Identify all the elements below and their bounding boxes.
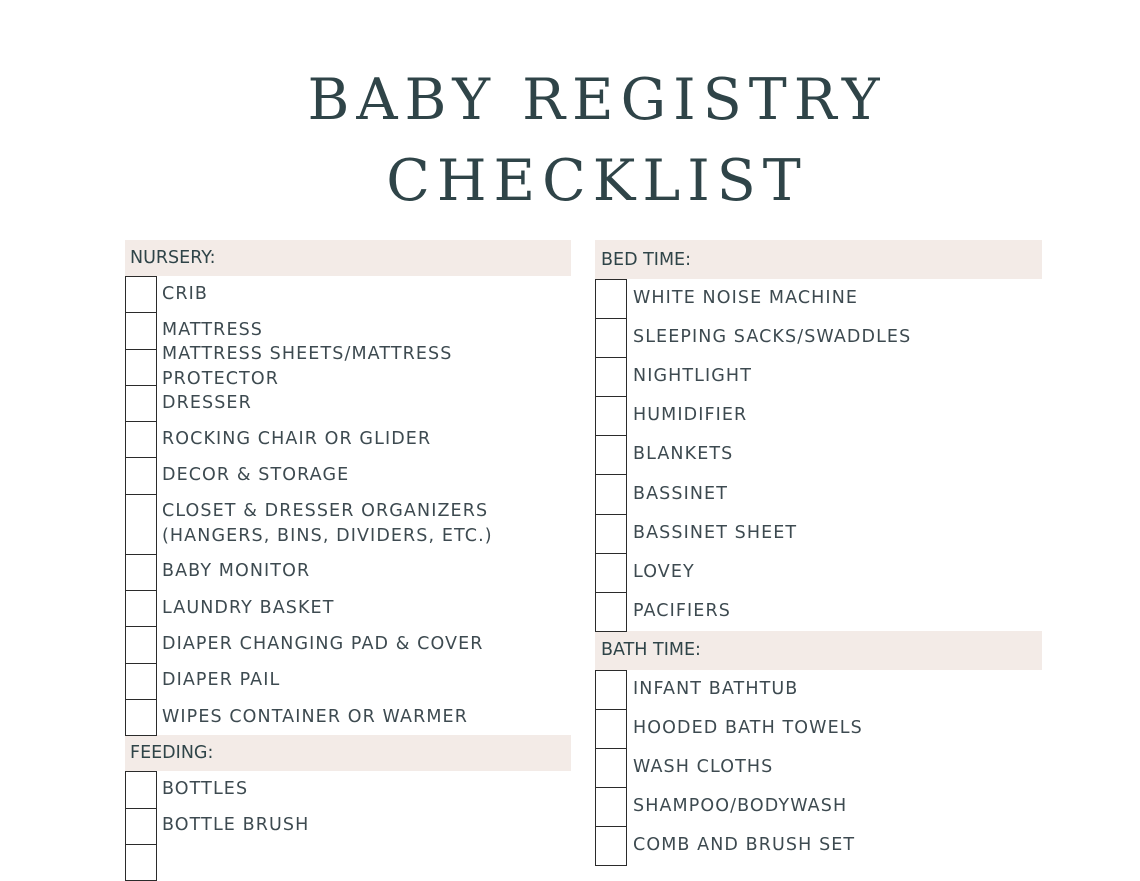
checklist-item bbox=[595, 826, 1042, 865]
item-label: BASSINET SHEET bbox=[633, 522, 798, 543]
checkbox[interactable] bbox=[125, 663, 157, 700]
checklist-item bbox=[595, 592, 1042, 631]
checkbox[interactable] bbox=[595, 435, 627, 475]
item-label: WIPES CONTAINER OR WARMER bbox=[162, 706, 468, 727]
item-label: WHITE NOISE MACHINE bbox=[633, 288, 859, 309]
checkbox[interactable] bbox=[125, 494, 157, 555]
checklist-item bbox=[125, 808, 571, 844]
item-label: BASSINET bbox=[633, 483, 728, 504]
checkbox[interactable] bbox=[595, 474, 627, 514]
checklist-item bbox=[125, 343, 571, 389]
item-label: PACIFIERS bbox=[633, 600, 731, 621]
item-label: LAUNDRY BASKET bbox=[162, 597, 335, 618]
item-label: COMB AND BRUSH SET bbox=[633, 835, 856, 856]
checkbox[interactable] bbox=[125, 771, 157, 808]
item-label: BOTTLES bbox=[162, 778, 249, 799]
item-label: MATTRESS bbox=[162, 319, 264, 340]
item-label: NIGHTLIGHT bbox=[633, 366, 752, 387]
checkbox[interactable] bbox=[595, 670, 627, 710]
item-label: MATTRESS SHEETS/MATTRESS PROTECTOR bbox=[162, 343, 453, 389]
checklist-item bbox=[125, 421, 571, 457]
item-label: ROCKING CHAIR OR GLIDER bbox=[162, 428, 432, 449]
checklist-item bbox=[125, 771, 571, 807]
checklist-item bbox=[595, 357, 1042, 396]
item-label: WASH CLOTHS bbox=[633, 757, 774, 778]
checkbox[interactable] bbox=[595, 279, 627, 319]
checkbox[interactable] bbox=[125, 699, 157, 736]
checkbox[interactable] bbox=[125, 421, 157, 458]
checkbox[interactable] bbox=[595, 826, 627, 866]
item-label: BABY MONITOR bbox=[162, 561, 311, 582]
item-label: INFANT BATHTUB bbox=[633, 678, 799, 699]
checklist-item bbox=[125, 590, 571, 626]
checklist-item bbox=[125, 554, 571, 590]
checkbox[interactable] bbox=[125, 554, 157, 591]
item-label: CLOSET & DRESSER ORGANIZERS (HANGERS, BINS, DIVIDERS, ETC.) bbox=[162, 500, 493, 546]
item-label: DECOR & STORAGE bbox=[162, 465, 350, 486]
item-label: HUMIDIFIER bbox=[633, 405, 748, 426]
item-label: SHAMPOO/BODYWASH bbox=[633, 796, 848, 817]
checklist-item bbox=[595, 279, 1042, 318]
checkbox[interactable] bbox=[595, 318, 627, 358]
checkbox[interactable] bbox=[125, 457, 157, 494]
item-label: DRESSER bbox=[162, 392, 252, 413]
checklist-item bbox=[595, 553, 1042, 592]
checklist-item bbox=[595, 514, 1042, 553]
item-label: LOVEY bbox=[633, 561, 695, 582]
checkbox[interactable] bbox=[125, 385, 157, 422]
checklist-item bbox=[595, 709, 1042, 748]
checklist-item bbox=[595, 318, 1042, 357]
checkbox[interactable] bbox=[595, 592, 627, 632]
checkbox[interactable] bbox=[125, 590, 157, 627]
checklist-item bbox=[125, 494, 571, 554]
checkbox[interactable] bbox=[125, 844, 157, 881]
item-label: BOTTLE BRUSH bbox=[162, 815, 310, 836]
checklist-item bbox=[125, 663, 571, 699]
section-header-bath-time: BATH TIME: bbox=[595, 631, 1042, 670]
checkbox[interactable] bbox=[125, 349, 157, 386]
checkbox[interactable] bbox=[595, 553, 627, 593]
checkbox[interactable] bbox=[595, 514, 627, 554]
item-label: CRIB bbox=[162, 283, 208, 304]
item-label: HOODED BATH TOWELS bbox=[633, 717, 863, 738]
checkbox[interactable] bbox=[595, 748, 627, 788]
page-title-line-2: CHECKLIST bbox=[386, 148, 808, 214]
left-column bbox=[125, 240, 571, 880]
checklist-item bbox=[595, 435, 1042, 474]
section-header-bed-time: BED TIME: bbox=[595, 240, 1042, 279]
item-label: DIAPER CHANGING PAD & COVER bbox=[162, 634, 484, 655]
checklist-item bbox=[125, 844, 571, 880]
checkbox[interactable] bbox=[595, 396, 627, 436]
page-title-line-1: BABY REGISTRY bbox=[307, 67, 887, 133]
checklist-item bbox=[125, 699, 571, 735]
checkbox[interactable] bbox=[595, 787, 627, 827]
checklist-item bbox=[595, 670, 1042, 709]
checklist-item bbox=[595, 396, 1042, 435]
section-header-feeding: FEEDING: bbox=[125, 735, 571, 771]
checkbox[interactable] bbox=[125, 312, 157, 349]
right-column bbox=[595, 240, 1042, 865]
checkbox[interactable] bbox=[125, 808, 157, 845]
item-label: DIAPER PAIL bbox=[162, 670, 281, 691]
checklist-item bbox=[595, 748, 1042, 787]
checkbox[interactable] bbox=[125, 626, 157, 663]
checklist-item bbox=[125, 276, 571, 312]
checkbox[interactable] bbox=[595, 357, 627, 397]
item-label: BLANKETS bbox=[633, 444, 734, 465]
checklist-item bbox=[125, 626, 571, 662]
item-label: SLEEPING SACKS/SWADDLES bbox=[633, 327, 912, 348]
checkbox[interactable] bbox=[595, 709, 627, 749]
checklist-item bbox=[125, 457, 571, 493]
checklist-item bbox=[595, 474, 1042, 513]
checklist-item bbox=[595, 787, 1042, 826]
checkbox[interactable] bbox=[125, 276, 157, 313]
section-header-nursery: NURSERY: bbox=[125, 240, 571, 276]
